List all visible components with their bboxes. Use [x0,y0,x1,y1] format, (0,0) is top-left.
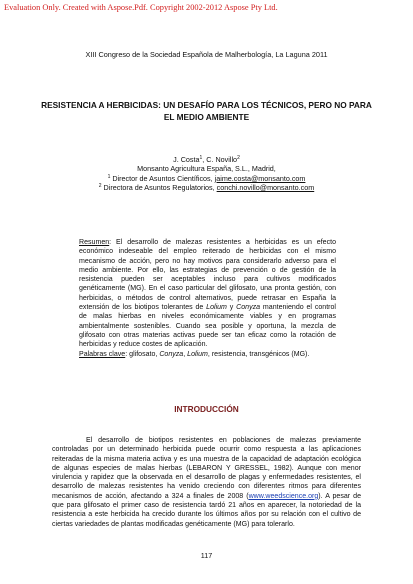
abstract-block [79,238,336,359]
author-1-sup: 1 [199,155,203,161]
author-1: J. Costa [173,155,200,164]
intro-text-1: El desarrollo de biotipos resistentes en poblaciones de malezas previamente controladas por un determinado herbicida puede ocurrir como respuesta a las aplicaciones reiteradas de la misma materia activa y es una muestra de la capacidad de adaptación ecológica de algunas especies de malas hierbas (LEBARON Y GRESSEL, 1982). Aunque con menor virulencia y rapidez que la observada en el desarrollo de plagas y enfermedades resistentes, el desarrollo de malezas resistentes ha venido creciendo con diferentes ritmos para diferentes mecanismos de acción, afectando a 324 a finales de 2008 ( [52,437,361,500]
affiliation-1-text: Director de Asuntos Científicos, [110,173,215,183]
watermark-text: Evaluation Only. Created with Aspose.Pdf. Copyright 2002-2012 Aspose Pty Ltd. [4,3,278,12]
affiliation-2-sup: 2 [98,182,102,189]
keywords-line [79,350,336,359]
keywords-text-b: , [183,350,188,358]
keywords-conyza: Conyza [159,350,184,358]
keywords-text-c: , resistencia, transgénicos (MG). [207,350,310,358]
author-line [0,155,413,164]
paper-title: RESISTENCIA A HERBICIDAS: UN DESAFÍO PARA LOS TÉCNICOS, PERO NO PARA EL MEDIO AMBIENTE [41,100,372,122]
affiliation-1 [0,174,413,183]
keywords-label: Palabras clave [79,350,126,358]
intro-text-2: ). A pesar de que para glifosato el primer caso de resistencia tardó 21 años en aparecer, la notoriedad de la resistencia a este herbicida ha crecido durante los últimos años por su relación con el cultivo de ciertas variedades de plantas modificadas genéticamente (MG) para tolerarlo. [52,492,361,528]
authors-block [0,155,413,192]
abstract-lolium: Lolium [206,304,227,312]
abstract-text-2: manteniendo el control de malas hierbas en niveles económicamente viables y en programas ambientalmente sostenibles. Cuando sea posible y oportuna, la mezcla de glifosato con otras materias activas puede ser tan eficaz como la rotación de herbicidas y reduce costes de aplicación. [79,304,336,349]
abstract-paragraph [79,238,336,350]
keywords-text-a: : glifosato, [125,350,160,358]
introduction-heading: INTRODUCCIÓN [174,404,239,414]
weedscience-link[interactable]: www.weedscience.org [248,492,319,500]
abstract-text-1: : El desarrollo de malezas resistentes a herbicidas es un efecto económico indeseable del empleo reiterado de herbicidas con el mismo mecanismo de acción, pero no hay motivos para considerarlo adverso para el medio ambiente. Por ello, las estrategias de prevención o de gestión de la resistencia pueden ser aceptables incluso para cultivos modificados genéticamente (MG). En el caso particular del glifosato, una pronta gestión, con herbicidas, o métodos de control alternativos, puede retrasar en España la extensión de los biotipos tolerantes de [79,239,336,312]
affiliation-1-email[interactable]: jaime.costa@monsanto.com [214,173,306,183]
abstract-conyza: Conyza [236,304,261,312]
company-line: Monsanto Agricultura España, S.L., Madrid, [137,164,276,174]
introduction-paragraph [52,436,361,529]
abstract-label: Resumen [79,239,110,246]
author-2-sup: 2 [237,155,240,161]
keywords-lolium: Lolium [187,350,208,358]
affiliation-1-sup: 1 [107,173,111,180]
page-number: 117 [200,551,213,560]
affiliation-2-text: Directora de Asuntos Regulatorios, [101,182,217,192]
author-separator: , [202,155,207,164]
affiliation-2-email[interactable]: conchi.novillo@monsanto.com [216,182,315,192]
author-2: C. Novillo [206,155,238,164]
abstract-and: y [226,304,237,312]
congress-header: XIII Congreso de la Sociedad Española de Malherbología, La Laguna 2011 [85,50,328,59]
affiliation-2 [0,183,413,192]
